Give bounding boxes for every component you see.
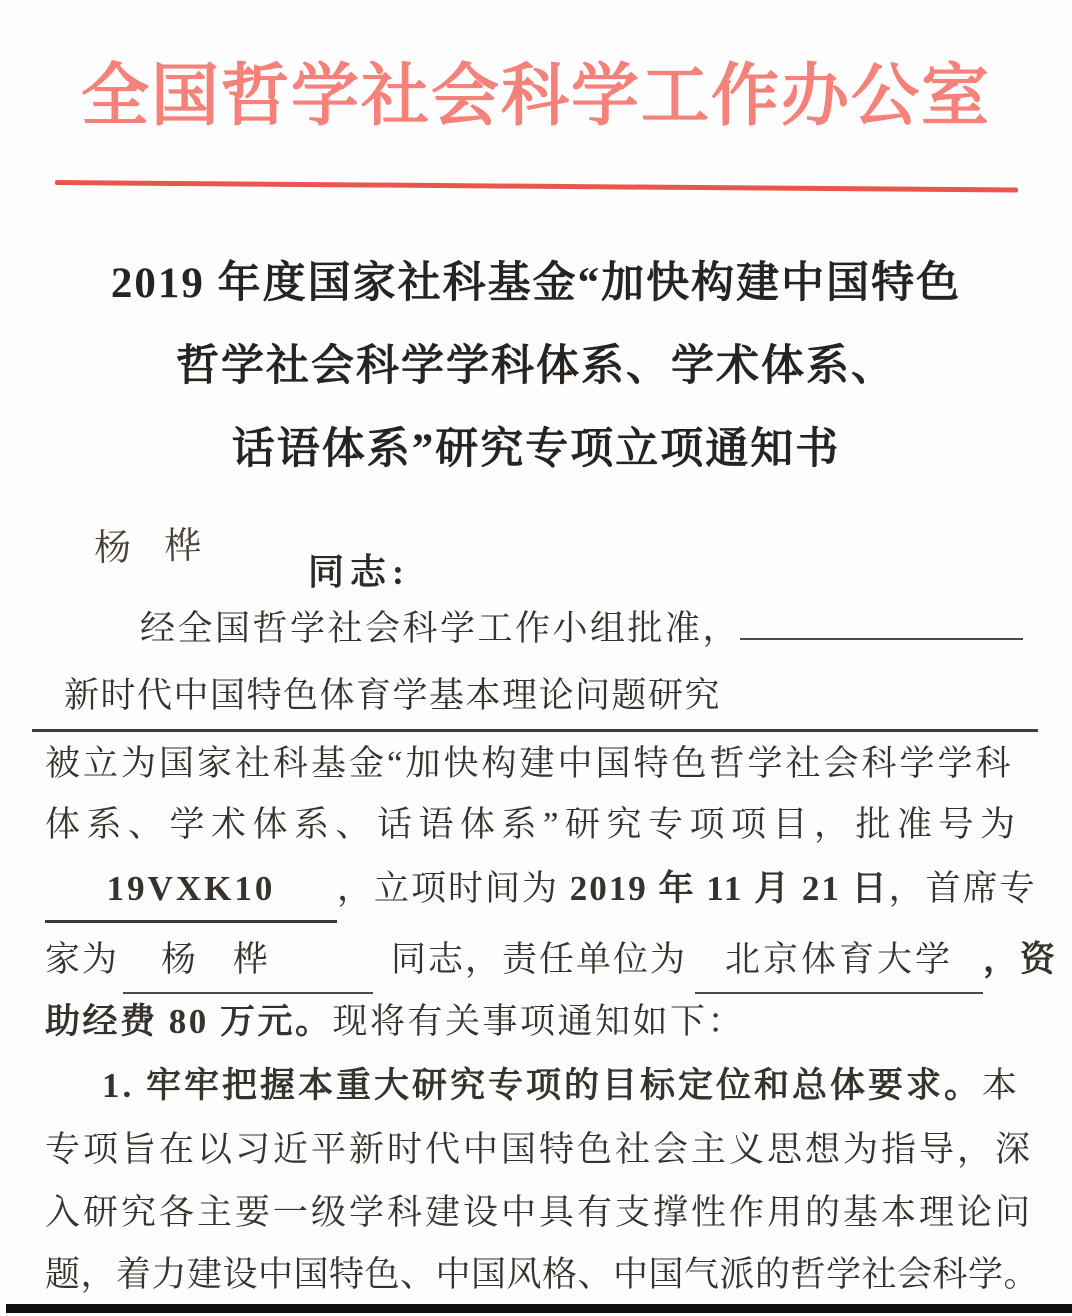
funding-rest-text: 现将有关事项通知如下： [332,1002,746,1041]
approved-text-line2: 体系、学术体系、话语体系”研究专项项目，批准号为 [45,805,1022,844]
approval-number-line [45,864,1035,923]
item1-line3: 入研究各主要一级学科建设中具有支撑性作用的基本理论问 [45,1193,1034,1232]
approval-number: 19VXK10 [45,864,337,923]
date-post-text: ，首席专 [888,869,1037,908]
item1-line2: 专项旨在以习近平新时代中国特色社会主义思想为指导，深 [45,1130,1034,1169]
scan-bottom-bar [6,1304,1072,1313]
funding-amount-text: 助经费 80 万元。 [45,1002,333,1041]
project-title-line [32,671,1038,732]
notice-title-line1: 2019 年度国家社科基金“加快构建中国特色 [110,260,962,307]
approval-intro-text: 经全国哲学社会科学工作小组批准， [140,609,741,648]
funding-lead-text: ，资 [983,940,1058,979]
approved-text-line1: 被立为国家社科基金“加快构建中国特色哲学社会科学学科 [45,744,1014,783]
recipient-name-handwritten: 杨 桦 [93,525,214,570]
notice-title-line3: 话语体系”研究专项立项通知书 [231,426,841,473]
funding-line [45,997,1035,1046]
date-pre-text: ，立项时间为 [337,869,570,908]
notice-title-line2: 哲学社会科学学科体系、学术体系、 [176,343,896,390]
item1-line4: 题，着力建设中国特色、中国风格、中国气派的哲学社会科学。 [45,1255,1040,1294]
blank-underline [740,638,1023,640]
chief-expert-name: 杨 桦 [123,935,373,994]
item1-tail-text: 本 [982,1066,1021,1105]
approval-date: 2019 年 11 月 21 日 [569,869,889,908]
salutation-honorific: 同志: [308,552,410,592]
project-title-text: 新时代中国特色体育学基本理论问题研究 [64,676,722,715]
unit-label: 同志，责任单位为 [391,940,688,979]
expert-prefix: 家为 [45,940,120,979]
header-red-rule [55,180,1018,193]
responsible-unit-name: 北京体育大学 [695,935,983,994]
expert-unit-line [45,935,1058,994]
item1-heading: 1. 牢牢把握本重大研究专项的目标定位和总体要求。 [102,1066,983,1105]
item1-line1 [45,1061,1072,1110]
approval-intro-line [45,604,1072,653]
org-name: 全国哲学社会科学工作办公室 [80,58,991,134]
